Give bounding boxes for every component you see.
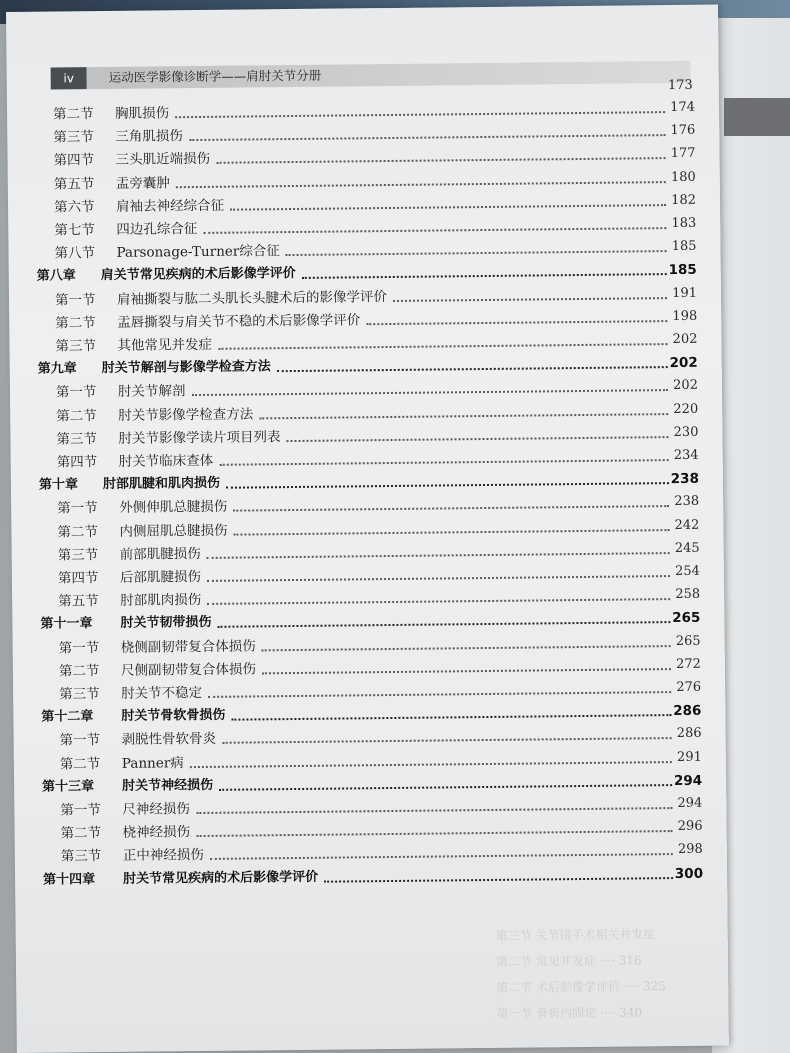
section-title: Parsonage-Turner综合征 <box>116 243 280 262</box>
toc-page-number: 265 <box>675 633 701 649</box>
toc-page-number: 286 <box>673 702 702 720</box>
section-title: 后部肌腱损伤 <box>119 568 202 586</box>
toc-page-number: 242 <box>674 517 700 533</box>
section-title: 肘部肌肉损伤 <box>120 592 202 610</box>
section-title: 盂旁囊肿 <box>115 174 170 192</box>
toc-page-number: 185 <box>668 262 697 279</box>
section-label: 第一节 <box>55 384 97 401</box>
dot-leader <box>190 761 672 768</box>
toc-page-number: 258 <box>675 586 701 603</box>
toc-page-number: 254 <box>674 563 700 580</box>
section-title: 三头肌近端损伤 <box>115 151 211 169</box>
dot-leader <box>286 250 667 256</box>
section-label: 第二节 <box>58 662 100 680</box>
dot-leader <box>366 320 667 325</box>
section-label: 第三节 <box>56 430 98 448</box>
section-title: 肘关节临床查体 <box>118 452 214 470</box>
dot-leader <box>219 343 668 350</box>
toc-page-number: 265 <box>672 610 701 627</box>
section-title: 肘关节不稳定 <box>121 684 203 702</box>
dot-leader <box>231 714 671 721</box>
toc-page-number: 291 <box>676 749 702 765</box>
toc-page-number: 202 <box>669 354 698 372</box>
chapter-title: 肘关节神经损伤 <box>122 777 214 794</box>
dot-leader <box>230 204 666 211</box>
section-title: 尺神经损伤 <box>122 801 190 818</box>
section-title: 三角肌损伤 <box>115 128 183 146</box>
dot-leader <box>220 459 669 466</box>
dot-leader <box>207 575 670 582</box>
section-title: 其他常见并发症 <box>117 336 213 354</box>
section-title: 尺侧副韧带复合体损伤 <box>120 661 256 679</box>
dot-leader <box>217 621 670 628</box>
dot-leader <box>203 227 666 234</box>
section-title: 桡神经损伤 <box>122 824 191 842</box>
section-title: 四边孔综合征 <box>116 221 198 238</box>
dot-leader <box>233 505 669 512</box>
section-title: Panner病 <box>121 754 184 772</box>
dot-leader <box>207 598 670 605</box>
chapter-label: 第八章 <box>36 268 76 285</box>
toc-page-number: 182 <box>671 192 697 208</box>
section-label: 第三节 <box>57 546 99 564</box>
section-label: 第五节 <box>53 175 95 193</box>
book-page: iv 运动医学影像诊断学——肩肘关节分册 173 第二节 胸肌损伤 174 第三节 三角肌损伤 176 第四节 三头肌近端损伤 177 第五节 盂旁囊肿 180 第六节 肩袖去神经综合征 182 第七节 四边孔综合征 183 第八节 Parsonage-Turner综合征 185 第八章 肩关节常见疾病的术后影像学评价 185 第一节 肩袖撕裂与肱二头肌长头腱术后的影像学评价 191 第二节 盂唇撕裂与肩关节不稳的术后影像学评价 198 第三节 其他常见并发症 202 第九章 肘关节解剖与影像学检查方法 202 第一节 肘关节解剖 202 第二节 肘关节影像学检查方法 220 第三节 肘关节影像学读片项目列表 230 第四节 肘关节临床查体 234 第十章 肘部肌腱和肌肉损伤 238 第一节 外侧伸肌总腱损伤 238 第二节 内侧屈肌总腱损伤 242 第三节 前部肌腱损伤 245 第四节 后部肌腱损伤 254 第五节 肘部肌肉损伤 258 第十一章 肘关节韧带损伤 265 第一节 桡侧副韧带复合体损伤 265 第二节 尺侧副韧带复合体损伤 272 第三节 肘关节不稳定 276 第十二章 肘关节骨软骨损伤 286 第一节 剥脱性骨软骨炎 286 第二节 Panner病 291 第十三章 肘关节神经损伤 294 第一节 尺神经损伤 294 第二节 桡神经损伤 296 第三节 正中神经损伤 298 第十四章 肘关节常见疾病的术后影像学评价 300 第三节 关节镜手术相关并发症 第二节 常见并发症 ···· 316 第二节 术后影像学评价 ···· 325 第一节 骨折内固定 ···· 340 <box>6 5 729 1053</box>
toc-page-number: 185 <box>671 238 697 255</box>
dot-leader <box>192 389 668 396</box>
toc-page-number: 180 <box>670 169 696 185</box>
toc-page-number: 220 <box>673 401 699 417</box>
dot-leader <box>286 436 668 442</box>
dot-leader <box>226 482 669 489</box>
chapter-title: 肘关节常见疾病的术后影像学评价 <box>123 869 319 887</box>
section-label: 第二节 <box>57 523 99 541</box>
chapter-title: 肘部肌腱和肌肉损伤 <box>102 475 221 493</box>
dot-leader <box>176 181 666 188</box>
section-title: 内侧屈肌总腱损伤 <box>119 522 228 540</box>
section-label: 第二节 <box>55 314 96 332</box>
toc-page-number: 230 <box>673 424 699 440</box>
chapter-label: 第十四章 <box>43 871 96 888</box>
section-label: 第一节 <box>60 802 101 819</box>
adjacent-page-tab <box>724 98 790 136</box>
section-title: 桡侧副韧带复合体损伤 <box>120 638 256 656</box>
toc-page-number: 300 <box>674 865 704 882</box>
toc-page-number: 234 <box>673 447 699 464</box>
toc-page-number: 202 <box>673 378 699 394</box>
dot-leader <box>217 157 666 164</box>
dot-leader <box>277 366 668 372</box>
toc-page-number: 298 <box>677 842 703 858</box>
toc-page-number: 245 <box>674 540 700 556</box>
toc-page-number: 174 <box>670 99 696 116</box>
dot-leader <box>223 737 672 744</box>
toc-page-number: 276 <box>676 679 702 696</box>
toc-page-number: 294 <box>673 772 703 789</box>
header-page-number: iv <box>51 67 87 89</box>
toc-page-number: 296 <box>677 818 703 835</box>
section-label: 第四节 <box>53 152 95 169</box>
section-title: 肘关节解剖 <box>117 383 186 401</box>
header-title: 运动医学影像诊断学——肩肘关节分册 <box>108 67 322 85</box>
section-label: 第二节 <box>56 407 97 425</box>
dot-leader <box>262 645 671 651</box>
chapter-label: 第十三章 <box>42 778 95 795</box>
chapter-title: 肩关节常见疾病的术后影像学评价 <box>100 266 296 284</box>
section-label: 第三节 <box>55 338 97 355</box>
dot-leader <box>210 853 673 860</box>
section-label: 第二节 <box>52 106 94 123</box>
section-title: 肩袖撕裂与肱二头肌长头腱术后的影像学评价 <box>116 288 388 308</box>
dot-leader <box>259 413 668 419</box>
section-title: 剥脱性骨软骨炎 <box>121 731 217 749</box>
dot-leader <box>324 877 673 883</box>
chapter-title: 肘关节韧带损伤 <box>120 615 212 632</box>
dot-leader <box>393 297 667 302</box>
section-label: 第一节 <box>54 291 96 309</box>
dot-leader <box>196 807 672 814</box>
section-label: 第三节 <box>53 129 94 146</box>
dot-leader <box>233 529 669 536</box>
section-label: 第二节 <box>59 755 101 773</box>
toc-page-number: 173 <box>667 77 693 94</box>
section-label: 第一节 <box>58 639 100 657</box>
dot-leader <box>189 134 665 141</box>
chapter-label: 第十章 <box>38 477 79 493</box>
chapter-title: 肘关节骨软骨损伤 <box>121 707 226 725</box>
section-title: 胸肌损伤 <box>114 105 170 122</box>
toc-page-number: 272 <box>675 656 701 672</box>
dot-leader <box>175 111 665 118</box>
section-title: 正中神经损伤 <box>122 847 204 865</box>
section-title: 外侧伸肌总腱损伤 <box>119 499 228 517</box>
section-title: 前部肌腱损伤 <box>119 545 201 563</box>
chapter-label: 第九章 <box>37 361 77 377</box>
dot-leader <box>197 830 673 837</box>
dot-leader <box>219 784 672 791</box>
chapter-title: 肘关节解剖与影像学检查方法 <box>101 359 271 377</box>
section-title: 肘关节影像学检查方法 <box>118 406 254 424</box>
section-label: 第三节 <box>59 686 100 703</box>
section-label: 第五节 <box>58 593 99 610</box>
toc-page-number: 202 <box>672 331 698 348</box>
chapter-label: 第十二章 <box>41 709 94 725</box>
section-label: 第四节 <box>56 454 98 471</box>
dot-leader <box>302 273 667 279</box>
toc-page-number: 238 <box>674 494 700 510</box>
toc-page-number: 286 <box>676 726 702 742</box>
section-label: 第三节 <box>60 848 102 865</box>
section-label: 第七节 <box>54 222 95 239</box>
toc-page-number: 191 <box>672 285 698 301</box>
dot-leader <box>208 691 671 698</box>
toc-page-number: 183 <box>671 215 697 232</box>
section-title: 肘关节影像学读片项目列表 <box>118 428 281 447</box>
table-of-contents <box>6 5 729 1053</box>
section-label: 第一节 <box>59 732 101 749</box>
section-label: 第四节 <box>57 570 99 587</box>
dot-leader <box>207 552 670 559</box>
toc-page-number: 198 <box>672 308 698 324</box>
section-title: 肩袖去神经综合征 <box>115 197 225 215</box>
toc-page-number: 177 <box>670 146 696 162</box>
section-label: 第八节 <box>54 245 96 262</box>
toc-page-number: 294 <box>677 795 703 812</box>
toc-page-number: 176 <box>670 122 696 139</box>
section-title: 盂唇撕裂与肩关节不稳的术后影像学评价 <box>117 312 361 331</box>
section-label: 第一节 <box>57 500 98 517</box>
section-label: 第六节 <box>53 198 95 216</box>
dot-leader <box>262 668 671 674</box>
toc-page-number: 238 <box>670 470 700 488</box>
section-label: 第二节 <box>60 825 102 842</box>
chapter-label: 第十一章 <box>40 616 93 633</box>
